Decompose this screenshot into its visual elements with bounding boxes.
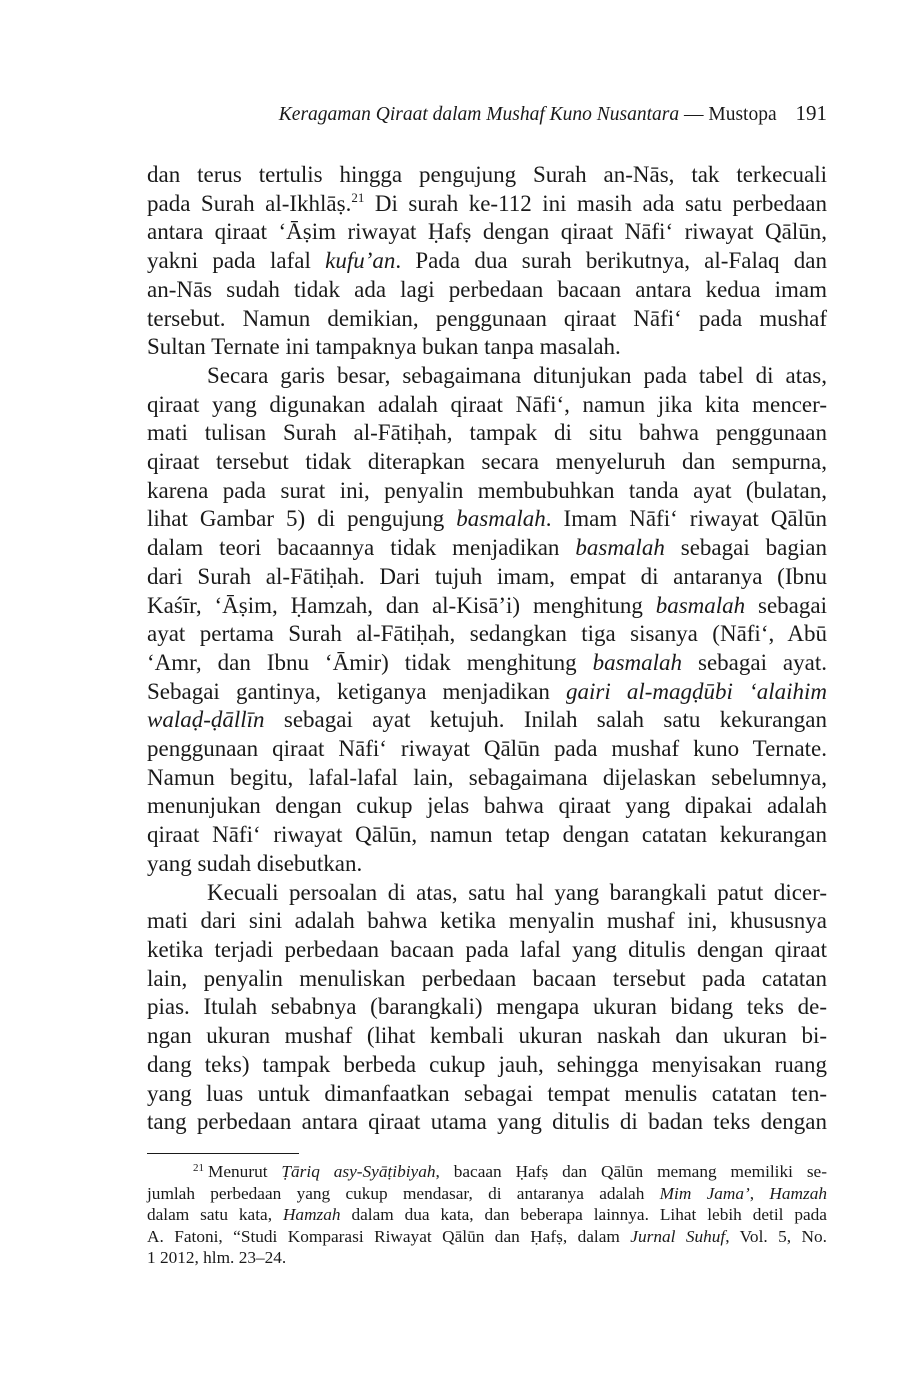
body-text xyxy=(147,161,827,1137)
text-line: Secara garis besar, sebagaimana ditunjukan pada tabel di atas, xyxy=(207,362,827,388)
text-line: Namun begitu, lafal-lafal lain, sebagaimana dijelaskan sebelumnya, xyxy=(147,764,827,790)
footnote-line: dalam satu kata, Hamzah dalam dua kata, dan beberapa lainnya. Lihat lebih detil pada xyxy=(147,1205,827,1224)
text-line: tang perbedaan antara qiraat utama yang ditulis di badan teks dengan xyxy=(147,1109,827,1135)
text-line: Kecuali persoalan di atas, satu hal yang barangkali patut dicer- xyxy=(207,879,827,905)
running-head-title: Keragaman Qiraat dalam Mushaf Kuno Nusantara xyxy=(278,104,680,125)
text-line: yang sudah disebutkan. xyxy=(147,850,363,876)
text-line: mati dari sini adalah bahwa ketika menyalin mushaf ini, khususnya xyxy=(147,908,827,934)
text-line: walaḍ-ḍāllīn sebagai ayat ketujuh. Inilah salah satu kekurangan xyxy=(147,707,827,733)
text-line: mati tulisan Surah al-Fātiḥah, tampak di situ bahwa penggunaan xyxy=(147,420,827,446)
text-line: penggunaan qiraat Nāfi‘ riwayat Qālūn pada mushaf kuno Ternate. xyxy=(147,736,827,762)
footnote-separator xyxy=(147,1153,299,1154)
text-line: dang teks) tampak berbeda cukup jauh, sehingga menyisakan ruang xyxy=(147,1051,827,1077)
text-line: ayat pertama Surah al-Fātiḥah, sedangkan tiga sisanya (Nāfi‘, Abū xyxy=(147,621,827,647)
text-line: lain, penyalin menuliskan perbedaan bacaan tersebut pada catatan xyxy=(147,965,827,991)
text-line: dan terus tertulis hingga pengujung Surah an-Nās, tak terkecuali xyxy=(147,162,827,187)
text-line: yang luas untuk dimanfaatkan sebagai tempat menulis catatan ten- xyxy=(147,1080,827,1106)
text-line: Kaśīr, ‘Āṣim, Ḥamzah, dan al-Kisā’i) menghitung basmalah sebagai xyxy=(147,592,827,618)
text-line: qiraat tersebut tidak diterapkan secara menyeluruh dan sempurna, xyxy=(147,449,827,475)
text-line: qiraat yang digunakan adalah qiraat Nāfi‘, namun jika kita mencer- xyxy=(147,391,827,417)
footnote-line: jumlah perbedaan yang cukup mendasar, di antaranya adalah Mim Jama’, Hamzah xyxy=(147,1183,828,1203)
footnote xyxy=(147,1161,827,1269)
footnote-line: $^{21}$ Menurut Ṭāriq asy-Syāṭibiyah, bacaan Ḥafṣ dan Qālūn memang memiliki se- xyxy=(193,1162,827,1181)
text-line: ‘Amr, dan Ibnu ‘Āmir) tidak menghitung basmalah sebagai ayat. xyxy=(147,649,827,675)
footnote-line: A. Fatoni, “Studi Komparasi Riwayat Qālūn dan Ḥafṣ, dalam Jurnal Suhuf, Vol. 5, No. xyxy=(147,1226,827,1246)
text-line: an-Nās sudah tidak ada lagi perbedaan bacaan antara kedua imam xyxy=(147,276,827,302)
text-line: ketika terjadi perbedaan bacaan pada lafal yang ditulis dengan qiraat xyxy=(147,936,827,962)
text-line: pias. Itulah sebabnya (barangkali) mengapa ukuran bidang teks de- xyxy=(147,994,827,1020)
text-line: pada Surah al-Ikhlāṣ.$^{21}$ Di surah ke-112 ini masih ada satu perbedaan xyxy=(147,189,828,216)
footnote-reference: 21 xyxy=(351,189,365,205)
footnote-line: 1 2012, hlm. 23–24. xyxy=(147,1248,287,1267)
text-line: Sebagai gantinya, ketiganya menjadikan gairi al-magḍūbi ‘alaihim xyxy=(147,678,827,704)
text-line: dalam teori bacaannya tidak menjadikan basmalah sebagai bagian xyxy=(147,535,827,561)
page-number: 191 xyxy=(795,101,827,125)
text-line: menunjukan dengan cukup jelas bahwa qiraat yang dipakai adalah xyxy=(147,793,827,819)
text-line: tersebut. Namun demikian, penggunaan qiraat Nāfi‘ pada mushaf xyxy=(147,305,827,331)
running-head-author: — Mustopa xyxy=(684,104,777,125)
text-line: qiraat Nāfi‘ riwayat Qālūn, namun tetap dengan catatan kekurangan xyxy=(147,822,827,848)
text-line: ngan ukuran mushaf (lihat kembali ukuran naskah dan ukuran bi- xyxy=(147,1023,827,1049)
text-line: lihat Gambar 5) di pengujung basmalah. Imam Nāfi‘ riwayat Qālūn xyxy=(147,506,827,532)
running-head xyxy=(147,100,827,128)
text-line: dari Surah al-Fātiḥah. Dari tujuh imam, empat di antaranya (Ibnu xyxy=(147,563,827,589)
footnote-number: 21 xyxy=(193,1162,204,1174)
text-line: yakni pada lafal kufu’an. Pada dua surah berikutnya, al-Falaq dan xyxy=(147,248,827,274)
text-line: karena pada surat ini, penyalin membubuhkan tanda ayat (bulatan, xyxy=(147,477,827,503)
text-line: Sultan Ternate ini tampaknya bukan tanpa masalah. xyxy=(147,334,621,360)
text-line: antara qiraat ‘Āṣim riwayat Ḥafṣ dengan qiraat Nāfi‘ riwayat Qālūn, xyxy=(147,219,827,245)
